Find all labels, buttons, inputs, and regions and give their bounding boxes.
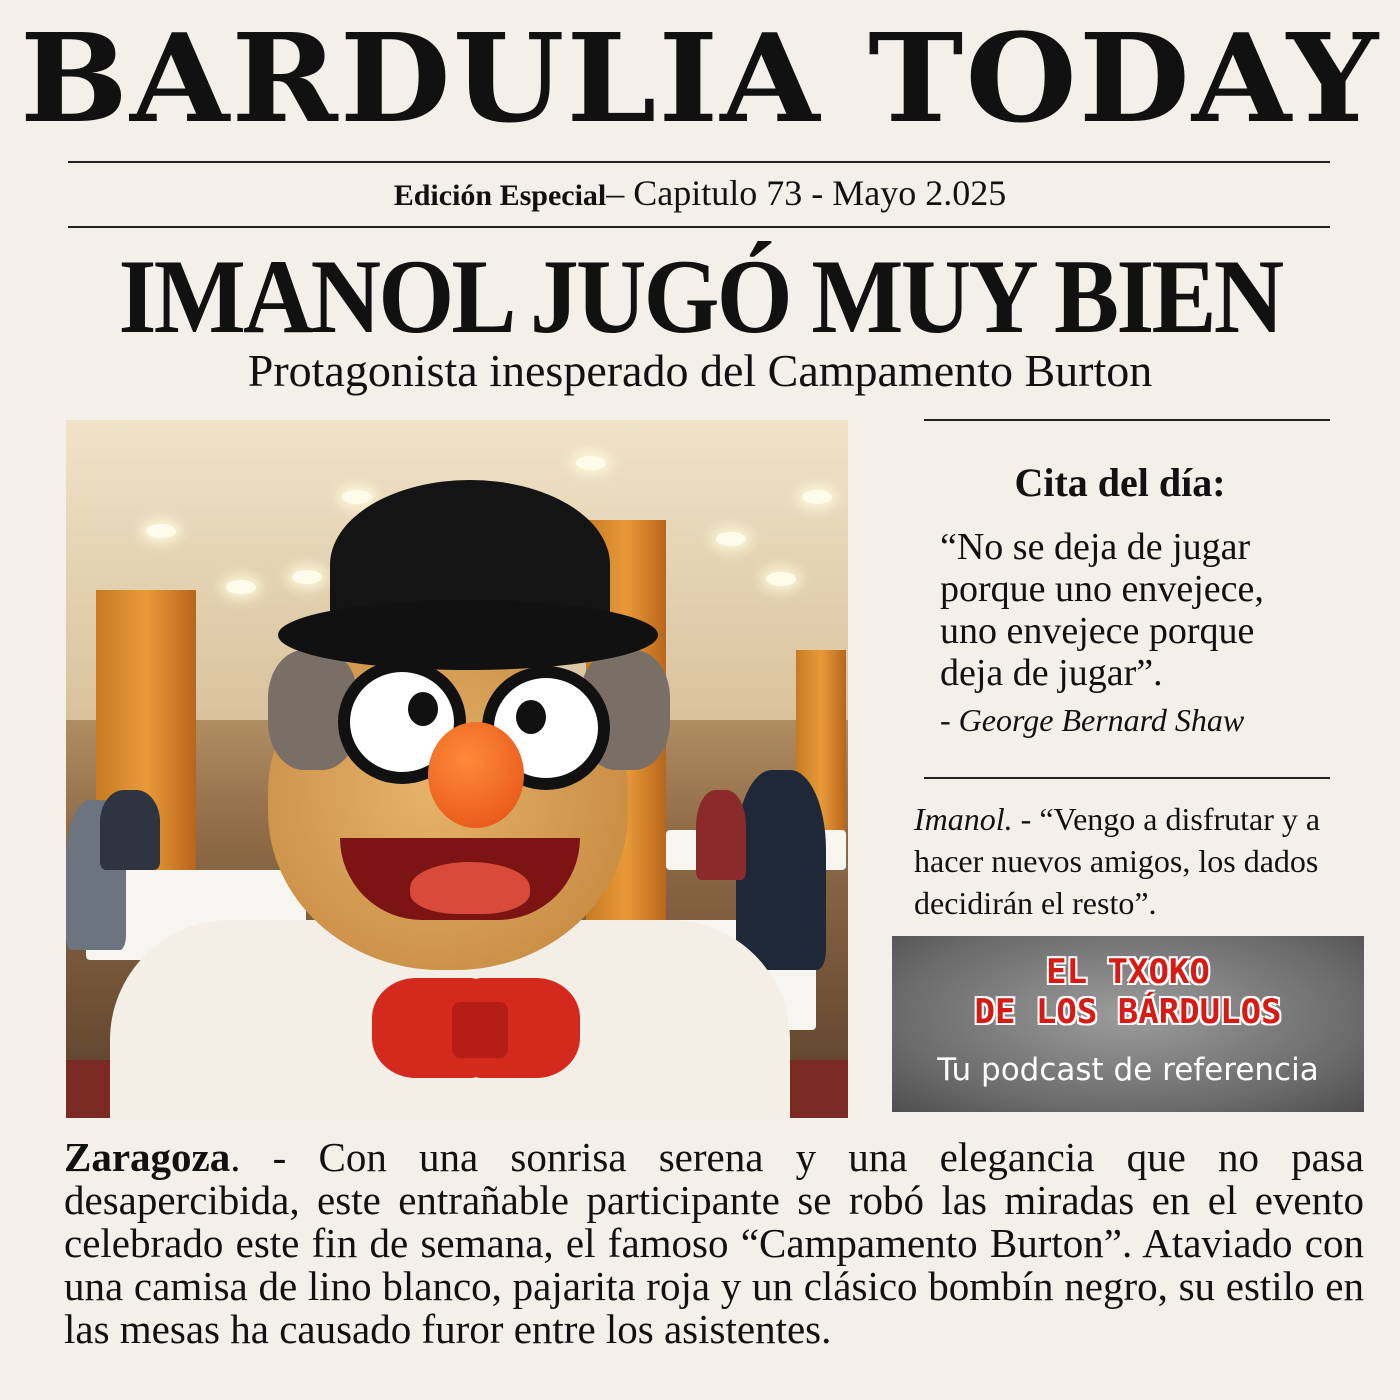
ceiling-light [766, 572, 796, 586]
ceiling-light [292, 570, 322, 584]
person [696, 790, 746, 880]
ceiling-light [716, 532, 746, 546]
subheadline: Protagonista inesperado del Campamento Burton [247, 345, 1153, 396]
quote-bottom-rule [924, 777, 1330, 779]
ceiling-light [576, 456, 606, 470]
imanol-quote [914, 798, 1384, 924]
quote-text: “No se deja de jugar porque uno envejece, uno envejece porque deja de jugar”. [940, 526, 1264, 694]
bow-tie-knot [452, 1002, 508, 1058]
ceiling-light [342, 490, 372, 504]
ceiling-light [802, 490, 832, 504]
article-body [64, 1136, 1364, 1351]
edition-line [0, 170, 1400, 219]
right-pupil [516, 700, 546, 734]
imanol-quote-text: - “Vengo a disfrutar y a hacer nuevos amigos, los dados decidirán el resto”. [914, 801, 1321, 921]
quote-top-rule [924, 419, 1330, 421]
edition-label: Edición Especial [393, 179, 607, 212]
imanol-speaker: Imanol. [914, 801, 1013, 837]
quote-author: - George Bernard Shaw [940, 702, 1245, 738]
edition-rule [68, 226, 1330, 228]
top-rule [68, 161, 1330, 163]
podcast-subtitle: Tu podcast de referencia [937, 1052, 1319, 1088]
puppet-tongue [410, 862, 530, 914]
ceiling-light [226, 580, 256, 594]
headline: IMANOL JUGÓ MUY BIEN [118, 238, 1282, 355]
article-text: . - Con una sonrisa serena y una elegancia que no pasa desapercibida, este entrañable participante se robó las miradas en el evento celebrado este fin de semana, el famoso “Campamento Burton”. Ataviado con una camisa de lino blanco, pajarita roja y un clásico bombín negro, su estilo en las mesas ha causado furor entre los asistentes. [64, 1134, 1364, 1352]
puppet-nose [428, 722, 524, 828]
person [100, 790, 160, 870]
podcast-banner [892, 936, 1364, 1112]
edition-details: – Capitulo 73 - Mayo 2.025 [606, 173, 1007, 213]
bowler-hat-brim [278, 600, 658, 670]
person [736, 770, 826, 970]
podcast-title: EL TXOKO DE LOS BÁRDULOS [974, 952, 1282, 1032]
left-pupil [408, 692, 438, 726]
ceiling-light [146, 524, 176, 538]
quote-title: Cita del día: [1014, 460, 1226, 505]
article-location: Zaragoza [64, 1134, 231, 1180]
masthead-title: BARDULIA TODAY [19, 7, 1381, 151]
